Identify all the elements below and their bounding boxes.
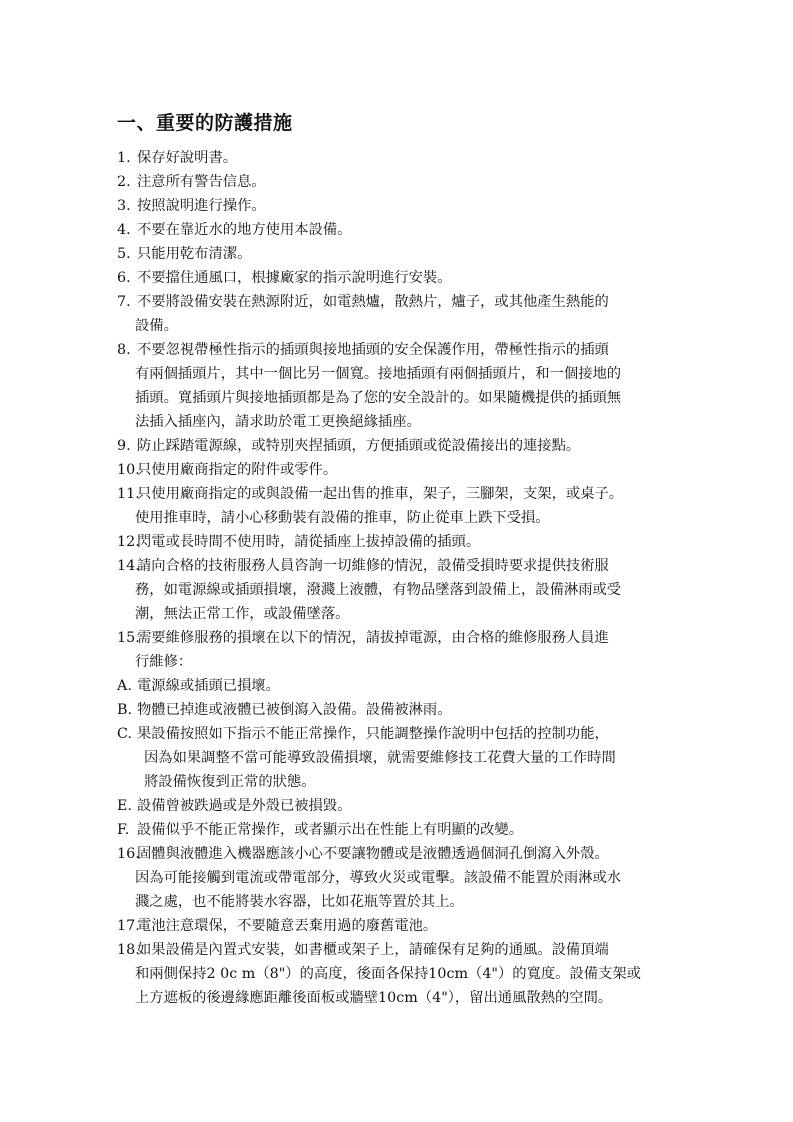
- list-item: [117, 434, 682, 458]
- item-text: [137, 338, 682, 434]
- item-number: 17.: [117, 918, 140, 934]
- item-number: 15.: [117, 630, 140, 646]
- item-first-line: 按照說明進行操作。: [137, 198, 266, 214]
- item-first-line: 只使用廠商指定的附件或零件。: [137, 462, 338, 478]
- list-item: [117, 218, 682, 242]
- item-first-line: 不要忽視帶極性指示的插頭與接地插頭的安全保護作用，帶極性指示的插頭: [137, 342, 609, 358]
- item-continuation-line: 因為可能接觸到電流或帶電部分，導致火災或電擊。該設備不能置於雨淋或水: [135, 870, 622, 886]
- item-continuation-line: 設備。: [135, 318, 178, 334]
- item-number: 3.: [117, 198, 131, 214]
- list-item: [117, 674, 682, 698]
- item-first-line: 注意所有警告信息。: [137, 174, 266, 190]
- item-first-line: 電源線或插頭已損壞。: [137, 678, 280, 694]
- item-text: [137, 482, 682, 530]
- list-item: [117, 482, 682, 530]
- item-number: 4.: [117, 222, 131, 238]
- list-item: [117, 914, 682, 938]
- item-first-line: 不要擋住通風口，根據廠家的指示說明進行安裝。: [137, 270, 452, 286]
- item-first-line: 請向合格的技術服務人員咨詢一切維修的情況，設備受損時要求提供技術服: [137, 558, 609, 574]
- item-text: [137, 434, 682, 458]
- list-item: [117, 266, 682, 290]
- item-text: [137, 626, 682, 674]
- item-first-line: 防止踩踏電源線，或特別夾捏插頭，方便插頭或從設備接出的連接點。: [137, 438, 581, 454]
- item-text: [137, 266, 682, 290]
- item-continuation-line: 插頭。寬插頭片與接地插頭都是為了您的安全設計的。如果隨機提供的插頭無: [135, 390, 622, 406]
- item-first-line: 固體與液體進入機器應該小心不要讓物體或是液體透過個洞孔倒瀉入外殼。: [137, 846, 609, 862]
- item-first-line: 電池注意環保，不要隨意丟棄用過的廢舊電池。: [137, 918, 438, 934]
- item-number: 6.: [117, 270, 131, 286]
- precautions-list: [117, 146, 682, 1010]
- item-text: [137, 290, 682, 338]
- item-number: F.: [117, 822, 130, 838]
- item-text: [137, 194, 682, 218]
- item-number: 16.: [117, 846, 140, 862]
- item-first-line: 保存好說明書。: [137, 150, 238, 166]
- item-continuation-line: 務，如電源線或插頭損壞，潑濺上液體，有物品墜落到設備上，設備淋雨或受: [135, 582, 622, 598]
- item-number: 7.: [117, 294, 131, 310]
- item-text: [137, 242, 682, 266]
- item-number: 2.: [117, 174, 131, 190]
- item-first-line: 需要維修服務的損壞在以下的情況，請拔掉電源，由合格的維修服務人員進: [137, 630, 609, 646]
- item-text: [137, 674, 682, 698]
- item-first-line: 物體已掉進或液體已被倒瀉入設備。設備被淋雨。: [137, 702, 452, 718]
- item-continuation-line: 法插入插座內，請求助於電工更換絕緣插座。: [135, 414, 421, 430]
- list-item: [117, 338, 682, 434]
- item-text: [137, 818, 682, 842]
- item-continuation-line: 上方遮板的後邊緣應距離後面板或牆壁10cm（4"），留出通風散熱的空間。: [135, 990, 613, 1006]
- list-item: [117, 170, 682, 194]
- item-first-line: 閃電或長時間不使用時，請從插座上拔掉設備的插頭。: [137, 534, 481, 550]
- list-item: [117, 530, 682, 554]
- item-text: [137, 218, 682, 242]
- list-item: [117, 794, 682, 818]
- list-item: [117, 818, 682, 842]
- item-text: [137, 722, 682, 794]
- item-text: [137, 530, 682, 554]
- item-number: C.: [117, 726, 132, 742]
- item-text: [137, 146, 682, 170]
- list-item: [117, 842, 682, 914]
- list-item: [117, 242, 682, 266]
- list-item: [117, 554, 682, 626]
- item-first-line: 只能用乾布清潔。: [137, 246, 252, 262]
- item-first-line: 不要在靠近水的地方使用本設備。: [137, 222, 352, 238]
- list-item: [117, 938, 682, 1010]
- item-continuation-line: 濺之處，也不能將裝水容器，比如花瓶等置於其上。: [135, 894, 464, 910]
- section-heading: 一、重要的防護措施: [117, 112, 293, 134]
- item-first-line: 只使用廠商指定的或與設備一起出售的推車，架子，三腳架，支架，或桌子。: [137, 486, 624, 502]
- item-number: 9.: [117, 438, 131, 454]
- item-number: 1.: [117, 150, 131, 166]
- list-item: [117, 194, 682, 218]
- item-first-line: 設備似乎不能正常操作，或者顯示出在性能上有明顯的改變。: [137, 822, 524, 838]
- list-item: [117, 146, 682, 170]
- item-first-line: 果設備按照如下指示不能正常操作，只能調整操作說明中包括的控制功能，: [137, 726, 609, 742]
- item-first-line: 設備曾被跌過或是外殼已被損毀。: [137, 798, 352, 814]
- item-text: [137, 842, 682, 914]
- item-text: [137, 458, 682, 482]
- item-number: E.: [117, 798, 132, 814]
- item-number: 10.: [117, 462, 140, 478]
- item-text: [137, 914, 682, 938]
- item-text: [137, 554, 682, 626]
- list-item: [117, 290, 682, 338]
- item-text: [137, 794, 682, 818]
- item-continuation-line: 有兩個插頭片，其中一個比另一個寬。接地插頭有兩個插頭片，和一個接地的: [135, 366, 622, 382]
- list-item: [117, 698, 682, 722]
- item-number: 14.: [117, 558, 140, 574]
- item-number: A.: [117, 678, 132, 694]
- item-number: 12.: [117, 534, 140, 550]
- item-text: [137, 170, 682, 194]
- item-continuation-line: 和兩側保持2 0c m（8"）的高度，後面各保持10cm（4"）的寬度。設備支架或: [135, 966, 641, 982]
- item-text: [137, 698, 682, 722]
- item-continuation-line: 使用推車時，請小心移動裝有設備的推車，防止從車上跌下受損。: [135, 510, 550, 526]
- list-item: [117, 458, 682, 482]
- list-item: [117, 626, 682, 674]
- item-continuation-line: 潮，無法正常工作，或設備墜落。: [135, 606, 350, 622]
- item-number: 11.: [117, 486, 140, 502]
- item-number: 8.: [117, 342, 131, 358]
- item-continuation-line: 因為如果調整不當可能導致設備損壞，就需要維修技工花費大量的工作時間: [144, 750, 616, 766]
- item-continuation-line: 行維修：: [135, 654, 193, 670]
- list-item: [117, 722, 682, 794]
- item-first-line: 如果設備是內置式安裝，如書櫃或架子上，請確保有足夠的通風。設備頂端: [137, 942, 609, 958]
- item-number: 18.: [117, 942, 140, 958]
- item-text: [137, 938, 682, 1010]
- item-first-line: 不要將設備安裝在熱源附近，如電熱爐，散熱片，爐子，或其他產生熱能的: [137, 294, 609, 310]
- item-number: B.: [117, 702, 133, 718]
- item-number: 5.: [117, 246, 131, 262]
- item-continuation-line: 將設備恢復到正常的狀態。: [144, 774, 316, 790]
